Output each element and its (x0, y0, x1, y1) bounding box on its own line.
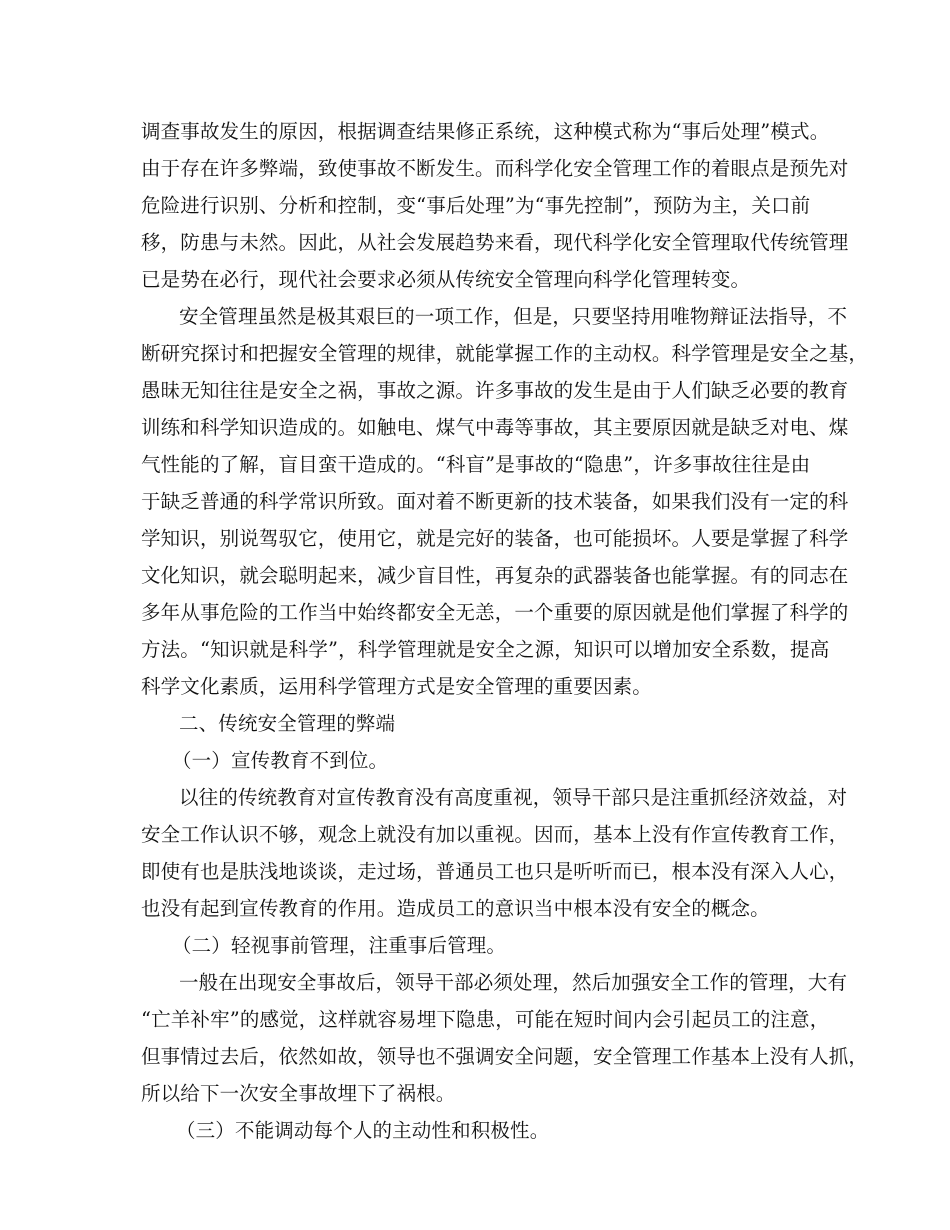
text-line: 方法。“知识就是科学”，科学管理就是安全之源，知识可以增加安全系数，提高 (141, 638, 830, 661)
paragraph-first-line: 一般在出现安全事故后，领导干部必须处理，然后加强安全工作的管理，大有 (179, 971, 848, 994)
text-line: 文化知识，就会聪明起来，减少盲目性，再复杂的武器装备也能掌握。有的同志在 (141, 564, 849, 587)
text-line: 即使有也是肤浅地谈谈，走过场，普通员工也只是听听而已，根本没有深入人心， (141, 860, 849, 883)
text-line: 由于存在许多弊端，致使事故不断发生。而科学化安全管理工作的着眼点是预先对 (141, 157, 849, 180)
text-line: 已是势在必行，现代社会要求必须从传统安全管理向科学化管理转变。 (141, 268, 751, 291)
paragraph-first-line: 安全管理虽然是极其艰巨的一项工作，但是，只要坚持用唯物辩证法指导，不 (179, 305, 848, 328)
text-line: 断研究探讨和把握安全管理的规律，就能掌握工作的主动权。科学管理是安全之基， (141, 342, 869, 365)
text-line: 移，防患与未然。因此，从社会发展趋势来看，现代科学化安全管理取代传统管理 (141, 231, 849, 254)
text-line: 安全工作认识不够，观念上就没有加以重视。因而，基本上没有作宣传教育工作， (141, 823, 849, 846)
text-line: “亡羊补牢”的感觉，这样就容易埋下隐患，可能在短时间内会引起员工的注意， (141, 1008, 830, 1031)
subsection-heading: （二）轻视事前管理，注重事后管理。 (172, 934, 507, 957)
text-line: 愚昧无知往往是安全之祸，事故之源。许多事故的发生是由于人们缺乏必要的教育 (141, 379, 849, 402)
text-line: 所以给下一次安全事故埋下了祸根。 (141, 1082, 456, 1105)
text-line: 科学文化素质，运用科学管理方式是安全管理的重要因素。 (141, 675, 652, 698)
text-line: 多年从事危险的工作当中始终都安全无恙，一个重要的原因就是他们掌握了科学的 (141, 601, 849, 624)
subsection-heading: （三）不能调动每个人的主动性和积极性。 (176, 1119, 550, 1142)
text-line: 调查事故发生的原因，根据调查结果修正系统，这种模式称为“事后处理”模式。 (141, 120, 830, 143)
text-line: 危险进行识别、分析和控制，变“事后处理”为“事先控制”，预防为主，关口前 (141, 194, 811, 217)
text-line: 训练和科学知识造成的。如触电、煤气中毒等事故，其主要原因就是缺乏对电、煤 (141, 416, 849, 439)
section-heading: 二、传统安全管理的弊端 (179, 712, 396, 735)
paragraph-first-line: 以往的传统教育对宣传教育没有高度重视，领导干部只是注重抓经济效益，对 (179, 786, 848, 809)
text-line: 气性能的了解，盲目蛮干造成的。“科盲”是事故的“隐患”，许多事故往往是由 (141, 453, 811, 476)
subsection-heading: （一）宣传教育不到位。 (172, 749, 389, 772)
text-line: 也没有起到宣传教育的作用。造成员工的意识当中根本没有安全的概念。 (141, 897, 770, 920)
text-line: 学知识，别说驾驭它，使用它，就是完好的装备，也可能损坏。人要是掌握了科学 (141, 527, 849, 550)
text-line: 但事情过去后，依然如故，领导也不强调安全问题，安全管理工作基本上没有人抓， (141, 1045, 869, 1068)
text-line: 于缺乏普通的科学常识所致。面对着不断更新的技术装备，如果我们没有一定的科 (141, 490, 849, 513)
